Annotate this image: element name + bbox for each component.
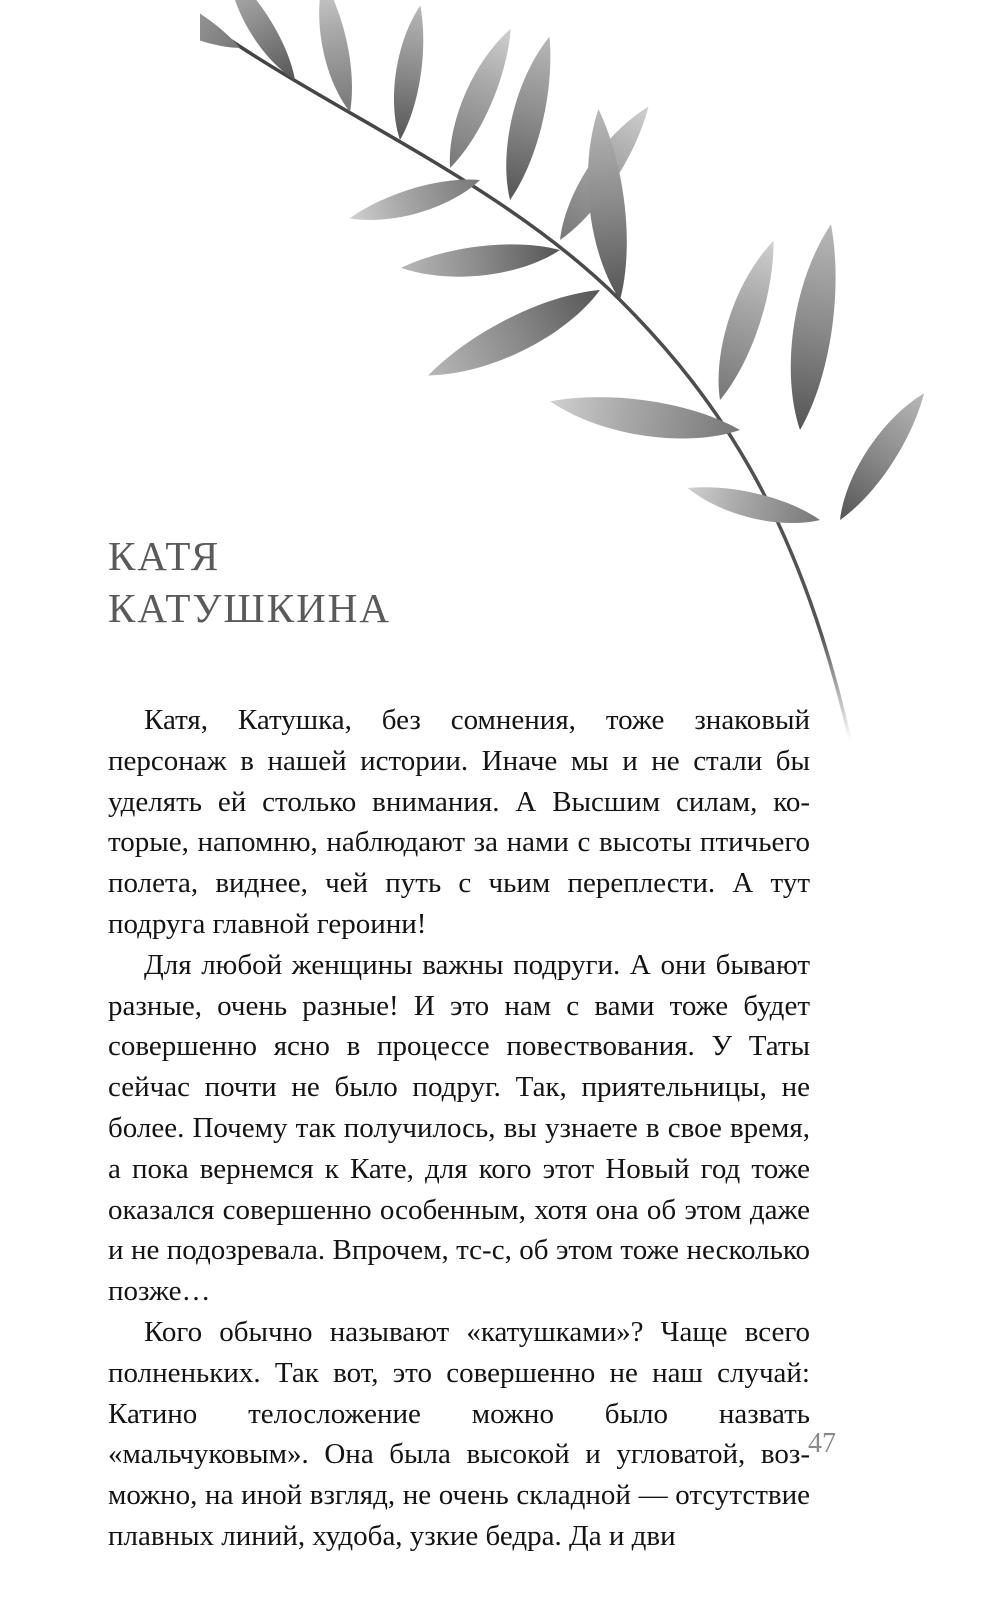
chapter-title-line-2: КАТУШКИНА [108, 585, 391, 631]
leaf-15 [825, 385, 935, 526]
chapter-body-text [108, 700, 810, 1557]
paragraph: Кого обычно называют «катушками»? Чаще всего полненьких. Так вот, это совершенно не наш случай: Катино телосложение можно было назвать «мальчуковым». Она была высокой и угловатой, возможно, на иной взгляд, не очень складной — отсутствие плавных линий, худоба, узкие бедра. Да и дви [108, 1315, 810, 1552]
branch-stem [230, 40, 850, 740]
leaf-14 [547, 384, 742, 452]
page-number: 47 [808, 1428, 836, 1459]
leaf-12 [702, 235, 789, 403]
leaf-1 [200, 0, 245, 63]
leaf-13 [776, 221, 850, 432]
chapter-title-line-1: КАТЯ [108, 533, 221, 579]
leaf-4 [384, 3, 432, 141]
leaf-10 [400, 239, 562, 282]
paragraph: Для любой женщины важны подруги. А они бывают разные, очень разные! И это нам с вами тоже будет совершенно ясно в процессе повествования. У Таты сейчас почти не было подруг. Так, приятельницы, не более. Почему так получилось, вы узнаете в свое время, а пока вернемся к Кате, для кого этот Новый год тоже оказался совершенно особенным, хотя она об этом даже и не подозревала. Впрочем, тс-с, об этом тоже несколько позже… [108, 948, 810, 1308]
leaf-16 [685, 476, 823, 535]
leaf-9 [346, 171, 484, 230]
leaf-11 [420, 278, 609, 391]
leaf-branch-illustration [200, 0, 1000, 780]
chapter-title [108, 530, 391, 634]
leaf-3 [311, 0, 359, 115]
paragraph: Катя, Катушка, без сомнения, тоже знаковый персонаж в нашей истории. Иначе мы и не стали бы уделять ей столько внимания. А Высшим силам, которые, напомню, наблюдают за нами с высоты птичьего полета, виднее, чей путь с чьим переплести. А тут подруга главной героини! [108, 704, 810, 940]
